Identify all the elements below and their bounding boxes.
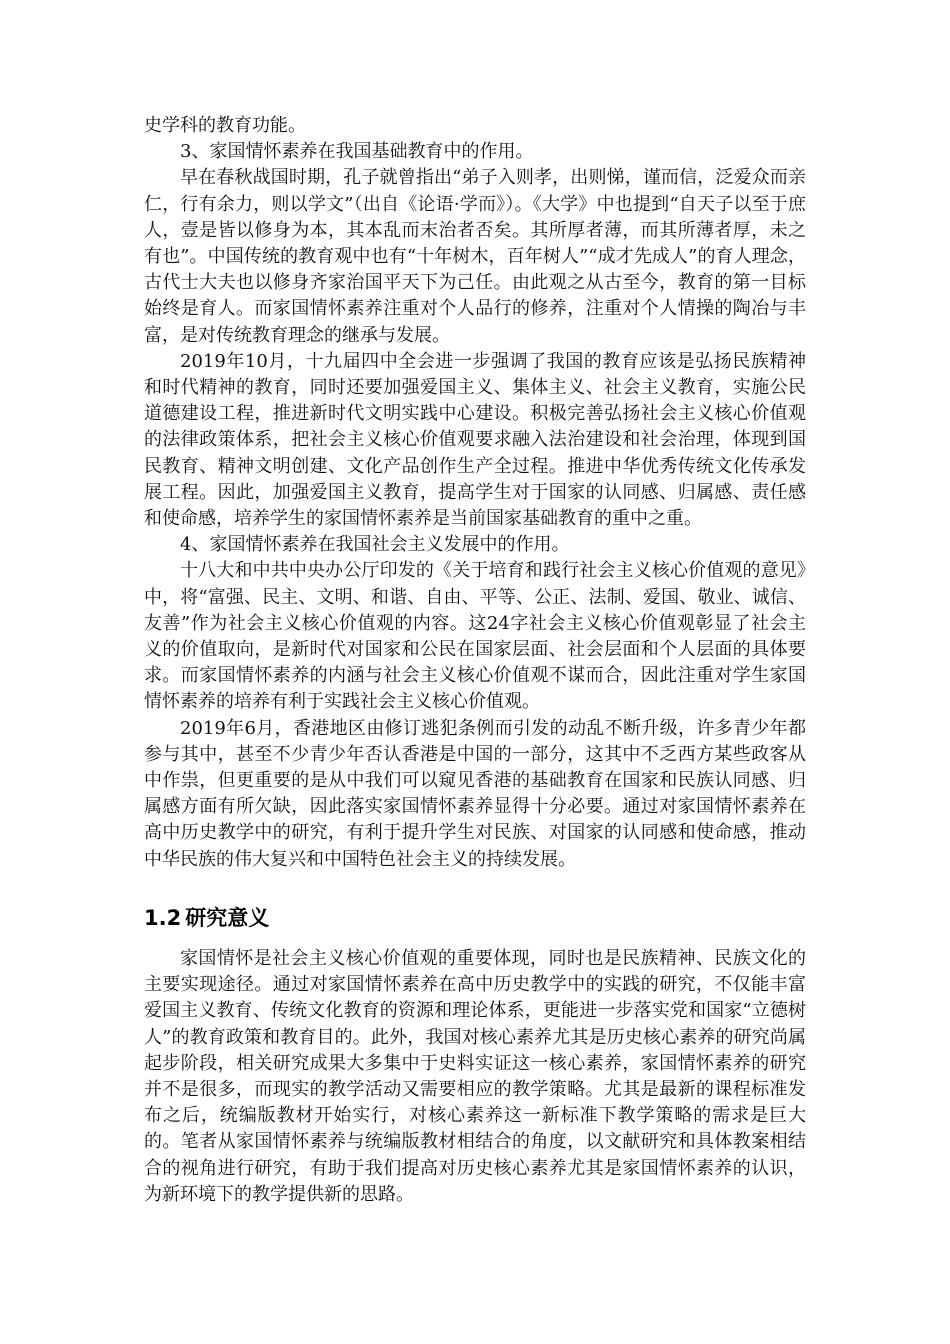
paragraph-research-significance: 家国情怀是社会主义核心价值观的重要体现，同时也是民族精神、民族文化的主要实现途径。通过对家国情怀素养在高中历史教学中的实践的研究，不仅能丰富爱国主义教育、传统文化教育的资源和理论体系，更能进一步落实党和国家“立德树人”的教育政策和教育目的。此外，我国对核心素养尤其是历史核心素养的研究尚属起步阶段，相关研究成果大多集中于史料实证这一核心素养，家国情怀素养的研究并不是很多，而现实的教学活动又需要相应的教学策略。尤其是最新的课程标准发布之后，统编版教材开始实行，对核心素养这一新标准下教学策略的需求是巨大的。笔者从家国情怀素养与统编版教材相结合的角度，以文献研究和具体教案相结合的视角进行研究，有助于我们提高对历史核心素养尤其是家国情怀素养的认识，为新环境下的教学提供新的思路。 (144, 947, 806, 1205)
section-number: 1.2 (144, 905, 182, 930)
section-heading (144, 903, 806, 933)
paragraph-fourth-plenum: 2019年10月，十九届四中全会进一步强调了我国的教育应该是弘扬民族精神和时代精神的教育，同时还要加强爱国主义、集体主义、社会主义教育，实施公民道德建设工程，推进新时代文明实践中心建设。积极完善弘扬社会主义核心价值观的法律政策体系，把社会主义核心价值观要求融入法治建设和社会治理，体现到国民教育、精神文明创建、文化产品创作生产全过程。推进中华优秀传统文化传承发展工程。因此，加强爱国主义教育，提高学生对于国家的认同感、归属感、责任感和使命感，培养学生的家国情怀素养是当前国家基础教育的重中之重。 (144, 350, 806, 530)
paragraph-continuation: 史学科的教育功能。 (144, 115, 306, 136)
document-body (144, 113, 806, 1208)
paragraph-item-3-heading: 3、家国情怀素养在我国基础教育中的作用。 (180, 141, 534, 163)
paragraph-core-values: 十八大和中共中央办公厅印发的《关于培育和践行社会主义核心价值观的意见》中，将“富强、民主、文明、和谐、自由、平等、公正、法制、爱国、敬业、诚信、友善”作为社会主义核心价值观的内容。这24字社会主义核心价值观彰显了社会主义的价值取向，是新时代对国家和公民在国家层面、社会层面和个人层面的具体要求。而家国情怀素养的内涵与社会主义核心价值观不谋而合，因此注重对学生家国情怀素养的培养有利于实践社会主义核心价值观。 (144, 560, 806, 713)
paragraph-confucius: 早在春秋战国时期，孔子就曾指出“弟子入则孝，出则悌，谨而信，泛爱众而亲仁，行有余力，则以学文”（出自《论语·学而》）。《大学》中也提到“自天子以至于庶人，壹是皆以修身为本，其本乱而末治者否矣。其所厚者薄，而其所薄者厚，未之有也”。中国传统的教育观中也有“十年树木，百年树人”“成才先成人”的育人理念，古代士大夫也以修身齐家治国平天下为己任。由此观之从古至今，教育的第一目标始终是育人。而家国情怀素养注重对个人品行的修养，注重对个人情操的陶冶与丰富，是对传统教育理念的继承与发展。 (144, 167, 806, 346)
paragraph-item-4-heading: 4、家国情怀素养在我国社会主义发展中的作用。 (180, 534, 570, 556)
paragraph-hong-kong: 2019年6月，香港地区由修订逃犯条例而引发的动乱不断升级，许多青少年都参与其中，甚至不少青少年否认香港是中国的一部分，这其中不乏西方某些政客从中作祟，但更重要的是从中我们可以窥见香港的基础教育在国家和民族认同感、归属感方面有所欠缺，因此落实家国情怀素养显得十分必要。通过对家国情怀素养在高中历史教学中的研究，有利于提升学生对民族、对国家的认同感和使命感，推动中华民族的伟大复兴和中国特色社会主义的持续发展。 (144, 717, 806, 870)
section-title: 研究意义 (185, 905, 270, 930)
